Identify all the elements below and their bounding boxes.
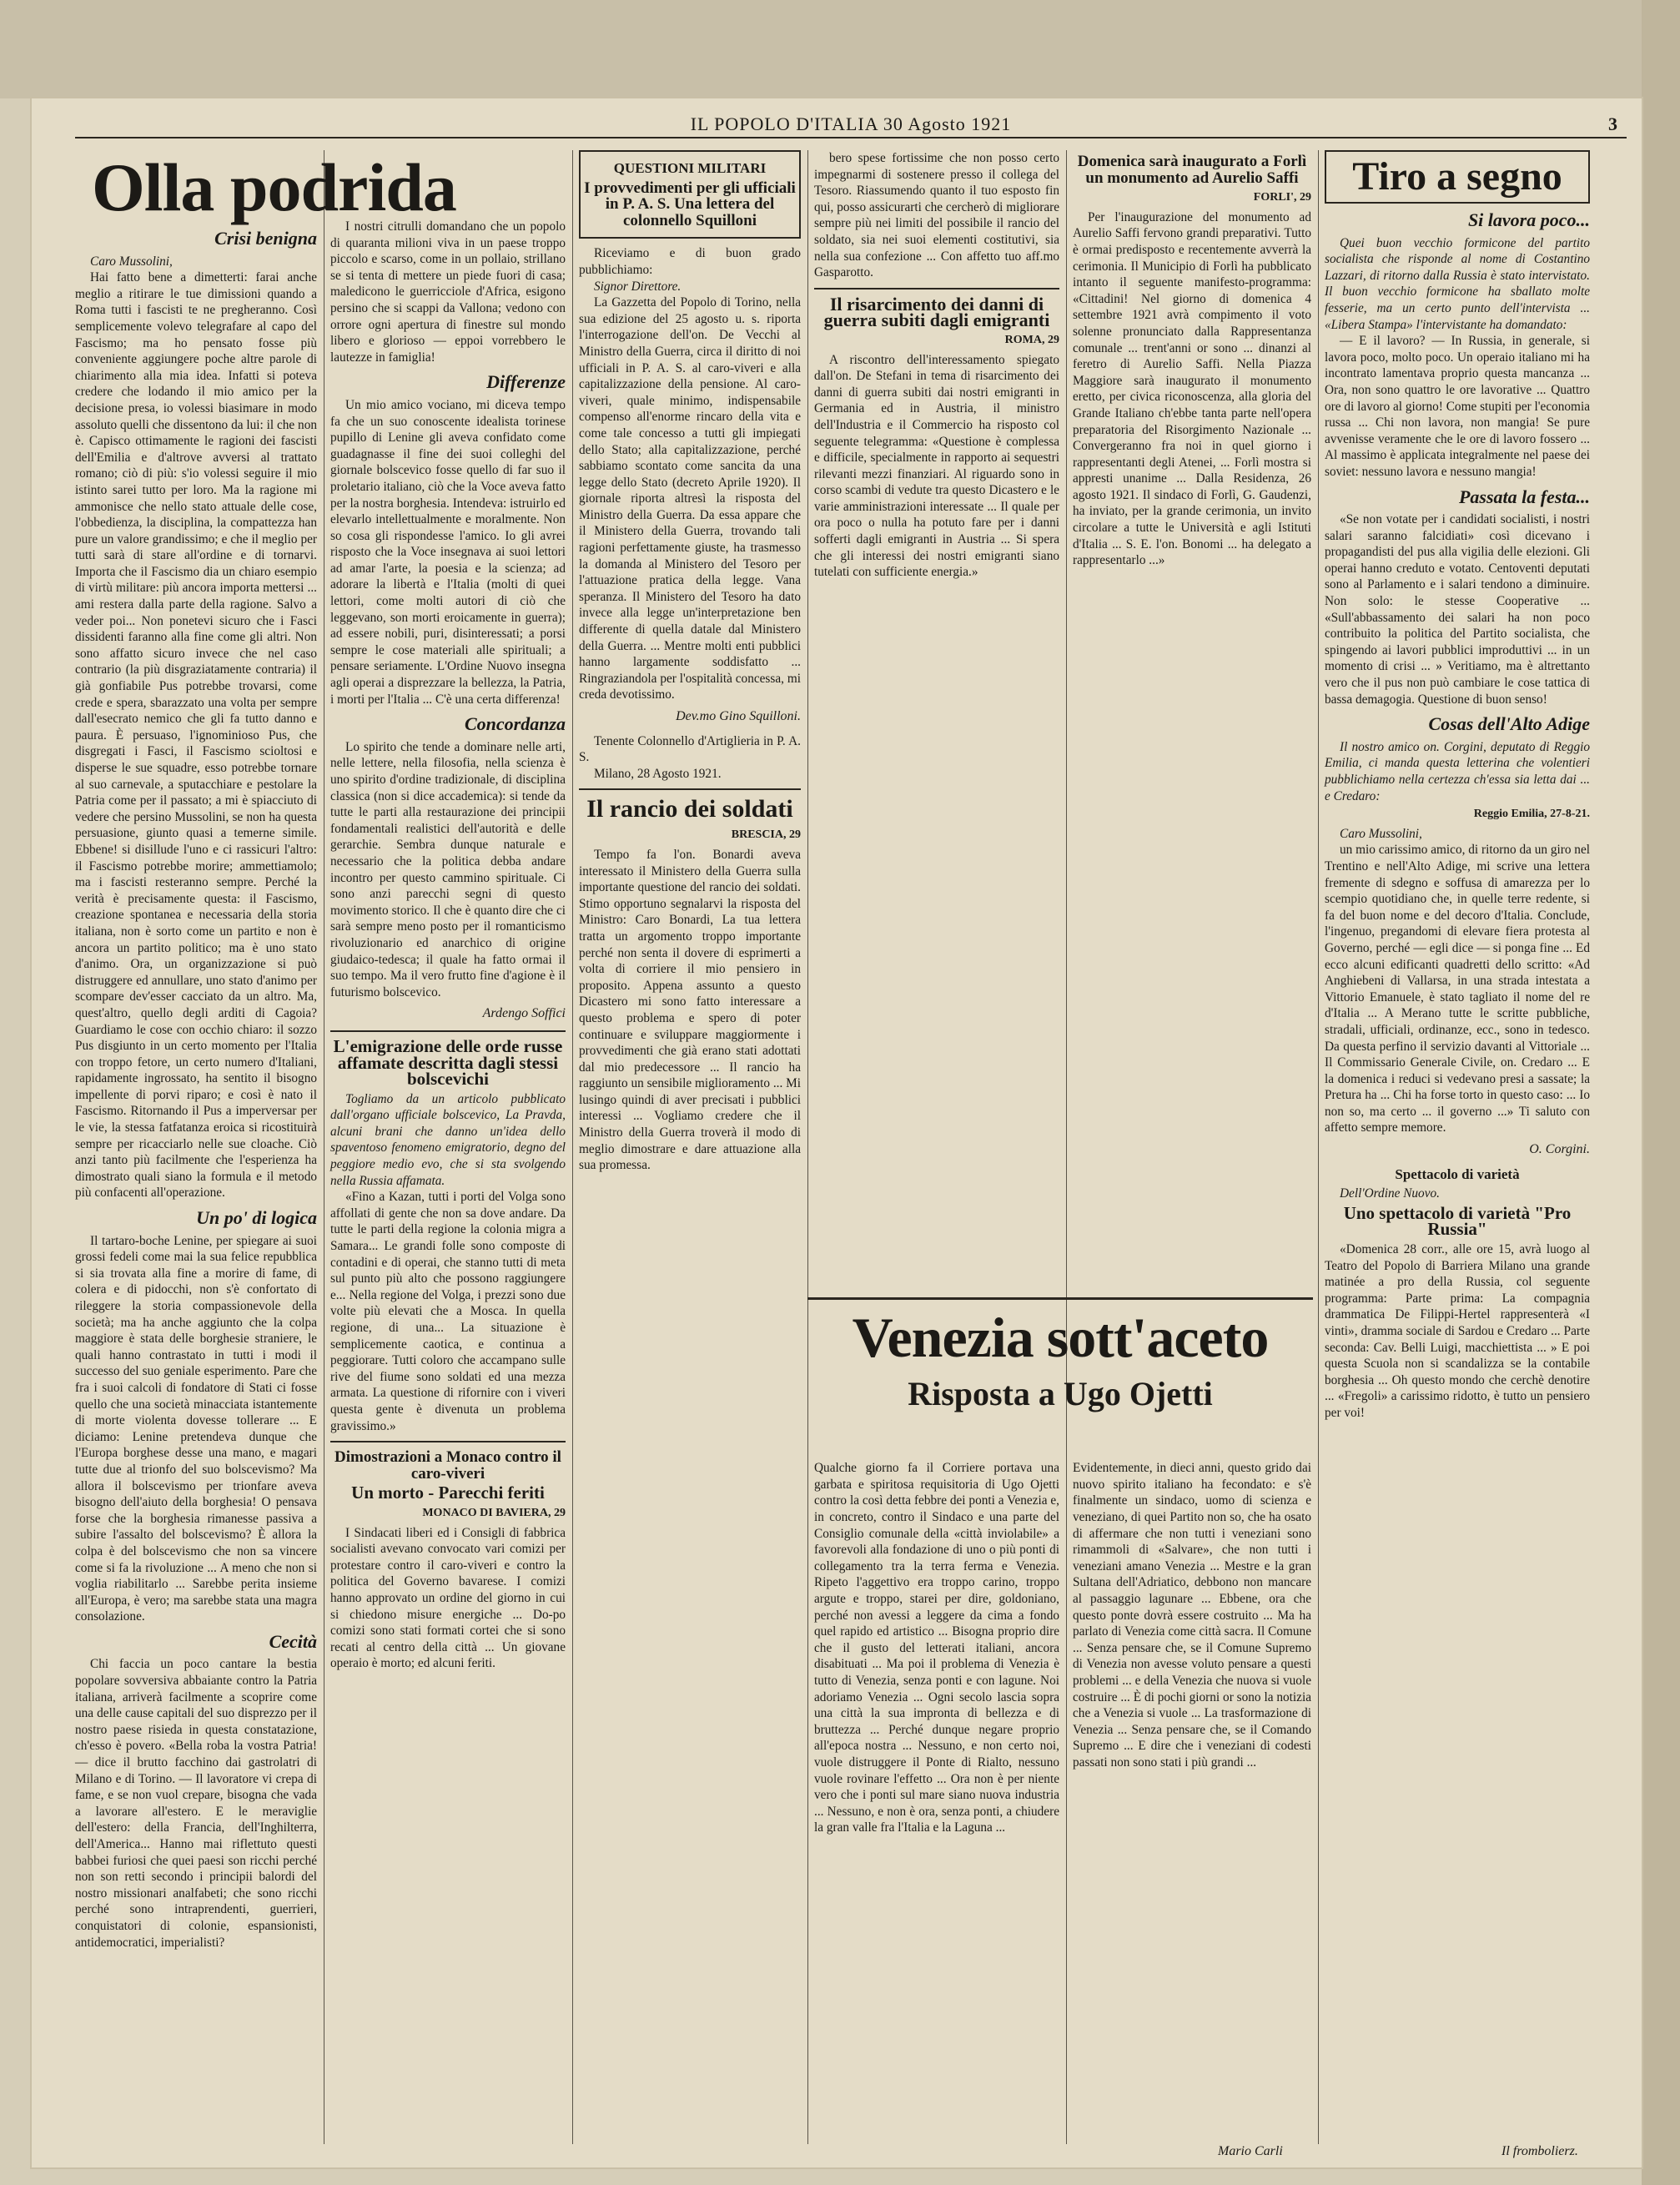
festa-body: «Se non votate per i candidati socialisti, i nostri salari saranno falcidiati» così dicevano i propagandisti del pus alla vigilia delle elezioni. Gli operai hanno creduto e votato. Centoventi deputati sono al Parlamento e i salari tendono a diminuire. Non solo: le stesse Cooperative ... «Sull'abbassamento dei salari ha non poco contribuito la politica del Partito socialista, che spingendo ai lavori pubblici improduttivi ... in un momento di crisi ... » Veritiamo, ma è altrettanto vero che il pus non può cambiare le cose tattica di bassa demagogia. Questione di buon senso!: [1325, 512, 1590, 707]
column-6: [1325, 150, 1590, 2152]
dateline: BRESCIA, 29: [731, 828, 801, 842]
rancio-body: Tempo fa l'on. Bonardi aveva interessato il Ministero della Guerra sulla importante questione del rancio dei soldati. Stimo opportuno segnalarvi la risposta del Ministro: Caro Bonardi, La tua lettera tratta un argomento troppo importante perché non senta il dovere di esprimerti a volta di corriere il mio pensiero in proposito. Appena assunto a questo Dicastero mi sono fatto interessare a questo problema e spero di poter continuare e sviluppare maggiormente i provvedimenti che già erano stati adottati dal mio predecessore ... Il rancio ha raggiunto un sensibile miglioramento ... Mi lusingo quindi di aver precisati i pubblici interessi ... Vogliamo credere che il Ministro della Guerra troverà il modo di meglio dimostrare e dare attuazione alla sua promessa.: [579, 847, 801, 1173]
dateline: Reggio Emilia, 27-8-21.: [1473, 808, 1590, 821]
cecita-title: Cecità: [269, 1630, 317, 1652]
differenze-body: Un mio amico vociano, mi diceva tempo fa che un suo conoscente idealista torinese pupillo di Lenine gli aveva confidato come guadagnasse il fine dei suoi colleghi del giornale bolscevico fosse quello di far suo il proletario italiano, ciò che la Voce aveva fatto per la nostra borghesia. Intendeva: istruirlo ed elevarlo intellettualmente e moralmente. Non so cosa gli rispondesse l'amico. Io gli avrei risposto che la Voce insegnava ai suoi lettori ad amar l'arte, la poesia e la scienza; ad adorare la libertà e l'Italia (molti di quei lettori, come molti autori di ciò che leggevano, son morti eroicamente in guerra); ad essere nobili, puri, disinteressati; a porsi sempre le cose materiali alle spirituali; a pensare seriamente. L'Ordine Nuovo insegna agli operai a disprezzare la bellezza, la Patria, i morti per l'Italia ... C'è una certa differenza!: [330, 397, 566, 707]
column-3: [579, 150, 801, 2152]
military-title: I provvedimenti per gli ufficiali in P. A. S. Una lettera del colonnello Squilloni: [584, 179, 796, 229]
lavora-poco-body: — E il lavoro? — In Russia, in generale, si lavora poco, molto poco. Un operaio italiano mi ha incontrato lamentava proprio questa mancanza ... Ora, non sono quattro le ore lavorative ... Quattro ore di lavoro al giorno! Come stupiti per l'economia russa ... Chi non lavora, non mangia! Se pure avvenisse veramente che le ore di lavoro fossero ... Al massimo è applicata integralmente nel paese dei soviet: nessuno lavora e nessuno mangia!: [1325, 334, 1590, 479]
rancio-title: Il rancio dei soldati: [586, 795, 793, 823]
dateline: FORLI', 29: [1253, 191, 1311, 204]
masthead-rule: [75, 137, 1627, 138]
forli-body: Per l'inaugurazione del monumento ad Aurelio Saffi fervono grandi preparativi. Tutto è ormai predisposto e recentemente avverrà la cerimonia. Il Municipio di Forlì ha pubblicato intanto il seguente manifesto-programma: «Cittadini! Nel giorno di domenica 4 settembre 1921 avrà compimento il voto solenne pronunciato dalla Rappresentanza comunale ... trent'anni or sono ... dinanzi al feretro di Aurelio Saffi. Nella Piazza Maggiore sarà inaugurato il monumento eretto, per civica riconoscenza, alla gloria del Grande Italiano ch'ebbe tanta parte nell'opera preparatoria del Risorgimento Nazionale ... Convergeranno fra noi in quel giorno i rappresentanti degli Atenei, ... Forlì mostra si appresti unanime ... Dalla Residenza, 26 agosto 1921. Il sindaco di Forlì, G. Gaudenzi, ha inviato, per la grande cerimonia, un invito circolare a tutte le Università e agli Istituti d'Italia ... S. E. l'on. Bonomi ... ha delegato a rappresentarlo ...»: [1073, 209, 1311, 568]
paragraph: I nostri citrulli domandano che un popolo di quaranta milioni viva in un paese troppo piccolo e scarso, come in un pollaio, strillano se si tenta di mettere un piede fuori di casa; maledicono le guerricciole d'Africa, esigono persino che si scappi da Vallona; vedono con orrore ogni apertura di finestre sul mondo libero e glorioso — eppoi vorrebbero le lautezze in famiglia!: [330, 219, 566, 365]
column-separator: [1066, 150, 1067, 2144]
alto-adige-lead: Il nostro amico on. Corgini, deputato di Reggio Emilia, ci manda questa letterina che volentieri pubblichiamo nella certezza ch'essa sia letta dai ... e Credaro:: [1325, 739, 1590, 803]
varieta-topline: Spettacolo di varietà: [1395, 1166, 1520, 1182]
concordanza-body: Lo spirito che tende a dominare nelle arti, nelle lettere, nella filosofia, nella scienza è uno spirito d'ordine tradizionale, di disciplina classica (non si dice accademica): si tende da tutte le parti alla restaurazione dei principii fondamentali realistici dell'autorità e delle gerarchie. Sembra dunque naturale e necessario che la politica debba andare incontro per questo cammino spirituale. Ci sono anzi parecchi segni di questo movimento storico. Il che è quanto dire che ci sarà sempre meno posto per il romanticismo rivoluzionario ed anarchico di origine giudaico-tedesca; il quale ha fatto ormai il suo tempo. Ma il vero frutto fine d'agione è il futurismo bolscevico.: [330, 739, 566, 999]
column-4: [814, 150, 1059, 1293]
crisi-benigna-body: Hai fatto bene a dimetterti: farai anche meglio a ritirare le tue dimissioni quando a Roma tutti i fascisti te ne pregheranno. Così semplicemente volevo telegrafare al capo del Fascismo; ma ho pensato fosse più conveniente aggiungere poche altre parole di chiarimento alla mia idea. Infatti si poteva credere che lodando il mio amico per la decisione presa, io volessi biasimare in modo assoluto quelli che dissentono da lui: il che non è. Capisco ottimamente le ragioni dei fascisti dell'Emilia e d'altrove avversi al trattato romano; ciò di più: s'io volessi seguire il mio istinto sarei tutto per loro. Ma la ragione mi ammonisce che nello stato attuale delle cose, l'obbedienza, la disciplina, la compattezza han pure un valore grandissimo; e che il meglio per tutti sarà di stare all'ordine e di tornarvi. Importa che il Fascismo dia un chiaro esempio di virtù militare: più ancora importa mettersi ... ami restera dalla parte della ragione. Salvo a veder poi... Non ponetevi sicuro che i Fasci dissidenti faranno alla fine come gli altri. Non sono affatto sicuro invece che nel caso contrario (la più disgraziatamente contraria) il già gonfiabile Pus potrebbe trovarsi, come crede e spera, sbarazzato una volta per sempre dall'esecrato nemico che gli fa tutto danno e paura. È persuaso, l'ignominioso Pus, che disgregati i Fasci, il Fascismo scioltosi e disperse le sue squadre, esso potrebbe tornare al suo carnevale, a sputacchiare e pestolare la Patria come per il passato; a mi è spiacciuto di vedere che persino Mussolini, se non ha questa persuasione, giunto quasi a temerne simile. Ebbene! si disillude l'uno e ci rassicuri l'altro: il Fascismo potrebbe morire; ammettiamolo; ma i fascisti resteranno sempre. Perché la verità è precisamente questa: il Fascismo, creazione spontanea e necessaria della storia italiana, non è sorto come un partito e non è ancora un partito politico; ma è uno stato d'animo. Ora, un organizzazione si può distruggere ed annullare, uno stato d'animo per scompare dev'esser cacciato da un altro. Ma, quest'altro, quello degli arditi di Cagoia? Guardiamo le cose con occhio chiaro: il sozzo Pus disgiunto in un certo momento per l'Italia con troppo fetore, un certo numero d'Italiani, rapidamente ingrossato, ha sentito il bisogno impellente di porvi riparo; e così è nato il Fascismo. Ritornando il Pus a imperversar per le vie, la stessa fatfatanza eroica si ricostituirà sempre per ricacciarlo nelle sue cloache. Ciò anzi tanto più facilmente che l'esperienza ha dimostrato quali siano la formula e il metodo più confacenti all'operazione.: [75, 270, 317, 1201]
venezia-body-1: Qualche giorno fa il Corriere portava una garbata e spiritosa requisitoria di Ugo Ojetti contro la così detta febbre dei ponti a Venezia e, in concreto, contro il Sindaco e una parte del Consiglio comunale della «città inviolabile» a favorevoli alla fondazione di uno o più ponti di collegamento tra la terra ferma e Venezia. Ripeto l'aggettivo era troppo carino, troppo argute e troppo, starei per dire, goldoniano, perché non avessi a leggere da cima a fondo quel rapido ed artistico ... Bisogna proprio dire che il gusto del letterati italiani, ancora disabituati ... Ma poi il problema di Venezia è tutto di Venezia, senza ponti e con lagune. Noi adoriamo Venezia ... Ogni secolo lascia sopra una città la sua impronta di bellezza e di bruttezza ... Perché dunque negare proprio all'epoca nostra ... Nessuno, e non certo noi, vuole distruggere il Ponte di Rialto, nessuno vuole rovinare l'effetto ... Ora non è per niente vero che i ponti sul mare siano nuova industria ... Nessuno, e non è ora, senza ponti, a chiudere la gran valle fra l'Italia e la Laguna ...: [814, 1461, 1059, 1835]
tiro-box: [1325, 150, 1590, 204]
monaco-body: I Sindacati liberi ed i Consigli di fabbrica socialisti avevano convocato vari comizi per protestare contro il caro-viveri e contro la politica del Governo bavarese. I comizi hanno approvato un ordine del giorno in cui si chiedono misure energiche ... Do-po comizi sono stati formati cortei che si sono recati al centro della città ... Un giovane operaio è morto; ed alcuni feriti.: [330, 1525, 566, 1671]
military-topline: QUESTIONI MILITARI: [613, 160, 767, 176]
alto-adige-title: Cosas dell'Alto Adige: [1428, 713, 1590, 735]
signature-name: Dev.mo Gino Squilloni.: [676, 709, 801, 723]
dateline: ROMA, 29: [1004, 333, 1059, 346]
olla-podrida-headline: Olla podrida: [92, 149, 456, 225]
column-separator: [572, 150, 573, 2144]
varieta-kicker: Dell'Ordine Nuovo.: [1340, 1186, 1440, 1201]
cecita-body: Chi faccia un poco cantare la bestia popolare sovversiva abbaiante contro la Patria italiana, arriverà facilmente a scoprire come una delle cause capitali del suo disprezzo per il nostro paese risieda in questa constatazione, ch'esso è povero. «Bella roba la vostra Patria! — dice il brutto facchino dai gastrolatri di Milano e di Torino. — Il lavoratore vi crepa di fame, e se non vuol crepare, bisogna che vada a lavorare all'estero. E le meraviglie dell'estero: della Francia, dell'Inghilterra, dell'America... Hanno mai riflettuto questi babbei furiosi che quei paesi son ricchi perché non son retti secondo i principii balordi del nostro missionari analfabeti; che sono ricchi perché sono intraprendenti, guerrieri, conquistatori di colonie, espansionisti, antidemocratici, imperialisti?: [75, 1657, 317, 1950]
signature: O. Corgini.: [1529, 1142, 1590, 1157]
risarcimento-body: A riscontro dell'interessamento spiegato dall'on. De Stefani in tema di risarcimento dei danni di guerra subiti dai nostri emigranti in Germania ed in Austria, il ministro dell'Industria e il Commercio ha risposto col seguente telegramma: «Questione è complessa e difficile, specialmente in rapporto ai sequestri rilevanti mezzi finanziari. Al riguardo sono in corso scambi di vedute tra questo Dicastero e le varie amministrazioni interessate ... Il quale per ora poco o nulla ha potuto fare per i danni sofferti dagli emigranti in Austria ... Si spera che gli interessi dei nostri emigranti siano tutelati con sufficiente energia.»: [814, 352, 1059, 580]
tiro-headline: Tiro a segno: [1352, 154, 1562, 199]
signature-date: Milano, 28 Agosto 1921.: [594, 766, 722, 781]
divider: [330, 1441, 566, 1442]
venezia-column-2: [1073, 1447, 1311, 2148]
venezia-subtitle: Risposta a Ugo Ojetti: [908, 1375, 1213, 1412]
military-body: La Gazzetta del Popolo di Torino, nella sua edizione del 25 agosto u. s. riporta l'interrogazione dell'on. De Vecchi al Ministro della Guerra, circa il diritto di noi ufficiali in P. A. S. al caro-viveri e alla capitalizzazione della pensione. Al caro-viveri, quale minimo, indispensabile compenso all'enorme rincaro della vita e come tale concesso a tutti gli impiegati dello Stato; alla capitalizzazione, perché sabbiamo scontato come sancita da una legge dello Stato (decreto Aprile 1920). Il giornale riporta altresì la risposta del Ministro della Guerra. Da essa appare che il Ministero della Guerra, trovando tali ragioni perfettamente giuste, ha trasmesso la domanda al Ministero del Tesoro per l'attuazione pratica della legge. Vana speranza. Il Ministero del Tesoro ha dato invece alla legge un'interpretazione ben differente di quella datale dal Ministero della Guerra. ... Mentre molti enti pubblici hanno largamente soddisfatto ... Ringraziandola per l'ospitalità concessa, mi creda devotissimo.: [579, 295, 801, 702]
alto-adige-body: un mio carissimo amico, di ritorno da un giro nel Trentino e nell'Alto Adige, mi scrive una lettera fremente di sdegno e soffusa di amarezza per lo scempio quotidiano che, in quelle terre redente, si fa del buon nome e del decoro d'Italia. Conclude, l'ingenuo, pregandomi di elevare fiera protesta al Governo, perché — egli dice — si ponga fine ... Ed ecco alcuni edificanti quadretti dello scritto: «Ad Anghiebeni di Vallarsa, in una strada intestata a Vittorio Emanuele, è stato tagliato il nome del re d'Italia ... A Merano tutte le scritte pubbliche, stradali, ufficiali, ordinanze, ecc., sono in tedesco. Da questa perfino il servizio davanti al Vittoriale ... Il Commissario Generale Civile, on. Credaro ... E la domenica i reduci si vedevano presi a sassate; la Pretura ha ... Chi ha forse torto in questo caso: ... Io non so, ma certo ... il governo ...» Ti saluto con affetto sempre memore.: [1325, 843, 1590, 1135]
lavora-poco-lead: Quei buon vecchio formicone del partito socialista che risponde al nome di Costantino Lazzari, di ritorno dalla Russia è stato intervistato. Il buon vecchio formicone ha sballato molte fesserie, ma un certo punto dell'intervista ... «Libera Stampa» l'intervistante ha domandato:: [1325, 235, 1590, 332]
venezia-article-header: [807, 1297, 1313, 1413]
venezia-body-2: Evidentemente, in dieci anni, questo grido dai nuovo spirito italiano ha fecondato: e s'è finalmente un sindaco, uomo di scienza e veneziano, di quei Partito non so, che ha osato di affermare che non tutti i veneziani sono rimammoli di «Salvare», che non tutti i veneziani amano Venezia ... Mestre e la gran Sultana dell'Adriatico, debbono non mancare al passaggio lagunare ... Ebbene, ora che questo ponte dovrà essere costruito ... Ma ha parlato di Venezia come città sacra. Il Comune ... Senza pensare che, se il Comune Supremo di Venezia non avesse voluto pensare a questi problemi ... e della Venezia che nuova si vuole costruire ... È di pochi giorni or sono la notizia che a Venezia si vuole ... La trasformazione di Venezia ... Senza pensare che, se il Comando Supremo ... E dire che i veneziani di codesti passati non sono stati i più grandi ...: [1073, 1461, 1311, 1770]
addressee: Signor Direttore.: [594, 279, 682, 294]
varieta-title: Uno spettacolo di varietà "Pro Russia": [1343, 1202, 1572, 1240]
lead: Riceviamo e di buon grado pubblichiamo:: [579, 246, 801, 277]
military-box: [579, 150, 801, 239]
logica-title: Un po' di logica: [196, 1207, 317, 1229]
frombolierz-signature: Il frombolierz.: [1501, 2144, 1578, 2158]
festa-title: Passata la festa...: [1458, 486, 1590, 507]
salutation: Caro Mussolini,: [90, 254, 173, 269]
scan-background-right: [1642, 0, 1680, 2185]
lavora-poco-title: Si lavora poco...: [1467, 209, 1590, 230]
masthead-title: IL POPOLO D'ITALIA 30 Agosto 1921: [690, 113, 1012, 134]
dateline: MONACO DI BAVIERA, 29: [422, 1506, 566, 1519]
scan-background-top: [0, 0, 1680, 98]
column-5: [1073, 150, 1311, 1293]
venezia-signature: Mario Carli: [1218, 2144, 1283, 2158]
emigrazione-title: L'emigrazione delle orde russe affamate descritta dagli stessi bolscevichi: [333, 1035, 563, 1090]
varieta-body: «Domenica 28 corr., alle ore 15, avrà luogo al Teatro del Popolo di Barriera Milano una grande matinée a pro della Russia, col seguente programma: Parte prima: La compagnia drammatica De Filippi-Hertel rappresenterà «I vinti», dramma sociale di Sardou e Credaro ... Parte seconda: Cav. Belli Luigi, macchiettista ... » E poi questa Scuola non si scandalizza se la contabile borghesia ... Oh questo mondo che cerchè denotire ... «Fregoli» a carissimo ridotto, è tutto un pensiero per voi!: [1325, 1242, 1590, 1420]
column-2: [330, 219, 566, 2152]
emigrazione-lead: Togliamo da un articolo pubblicato dall'organo ufficiale bolscevico, La Pravda, alcuni brani che danno un'idea dello spaventoso fenomeno emigratorio, degno del peggiore medio evo, che si sta svolgendo nella Russia affamata.: [330, 1091, 566, 1188]
signature: Ardengo Soffici: [482, 1006, 566, 1021]
differenze-title: Differenze: [486, 371, 566, 393]
logica-body: Il tartaro-boche Lenine, per spiegare ai suoi grossi fedeli come mai la sua felice repubblica si sia trovata alla fine a morire di fame, di colera e di pidocchi, non s'è confortato di rileggere la storia compassionevole della società; ma ha anche aggiunto che la colpa maggiore è stata delle borghesie straniere, le quali hanno contrastato in tutti i modi il successo del suo geniale esperimento. Pare che fra i suoi calcoli di fondatore di Stati ci fosse quello che una società minacciata istantemente di morte violenta dovesse tollerare ... E diciamo: Lenine pretendeva dunque che l'Europa borghese desse una mano, e magari tutte due al trionfo del suo bolscevismo? Ma allora il bolscevismo per trionfare aveva bisogno dell'aiuto della borghesia! O pensava forse che la borghesia rimanesse passiva a subire l'assalto del bolscevismo? È allora la colpa è del bolscevismo che non sa vincere come si fa la rivoluzione ... A meno che non si voglia riabilitarlo ... Sarebbe perita insieme all'Europa, è vero; ma sarebbe stata una magra consolazione.: [75, 1233, 317, 1624]
column-separator: [1318, 150, 1319, 2144]
monaco-subtitle: Un morto - Parecchi feriti: [351, 1483, 545, 1503]
concordanza-title: Concordanza: [464, 713, 566, 735]
monaco-title: Dimostrazioni a Monaco contro il caro-viveri: [334, 1448, 561, 1483]
crisi-benigna-title: Crisi benigna: [214, 228, 317, 249]
continued-text: bero spese fortissime che non posso certo impegnarmi di sostenere presso il collega del Tesoro. Riassumendo quanto il tuo esposto fin qui, posso assicurarti che cercherò di migliorare sempre più nei limiti del possibile il rancio del soldato, sia nei suoi elementi costitutivi, sia nella sua confezione ... Con affetto tuo aff.mo Gasparotto.: [814, 151, 1059, 280]
page-number: 3: [1608, 113, 1618, 134]
divider: [579, 788, 801, 790]
venezia-column-1: [814, 1447, 1059, 2148]
forli-title: Domenica sarà inaugurato a Forlì un monumento ad Aurelio Saffi: [1077, 153, 1307, 187]
signature-rank: Tenente Colonnello d'Artiglieria in P. A. S.: [579, 733, 801, 765]
risarcimento-title: Il risarcimento dei danni di guerra subiti dagli emigranti: [823, 293, 1050, 331]
salutation: Caro Mussolini,: [1340, 826, 1422, 841]
emigrazione-body: «Fino a Kazan, tutti i porti del Volga sono affollati di gente che non sa dove andare. Da tutte le parti della regione la colonia migra a Samara... Le grandi folle sono composte di contadini e di operai, che stanno tutti di meta sul punto più alto che possono raggiungere e... Nella regione del Volga, i prezzi sono due volte più elevati che a Mosca. In quella regione, di una... La situazione è semplicemente caotica, e continua a peggiorare. Tutti coloro che accampano sulle rive del fiume sono soldati ed una mezza armata. La questione di rifornire con i viveri questa gente è divenuta un problema gravissimo.»: [330, 1190, 566, 1433]
divider: [330, 1030, 566, 1032]
column-separator: [807, 150, 808, 2144]
divider: [814, 288, 1059, 289]
masthead: [75, 110, 1627, 135]
venezia-headline: Venezia sott'aceto: [852, 1306, 1269, 1369]
